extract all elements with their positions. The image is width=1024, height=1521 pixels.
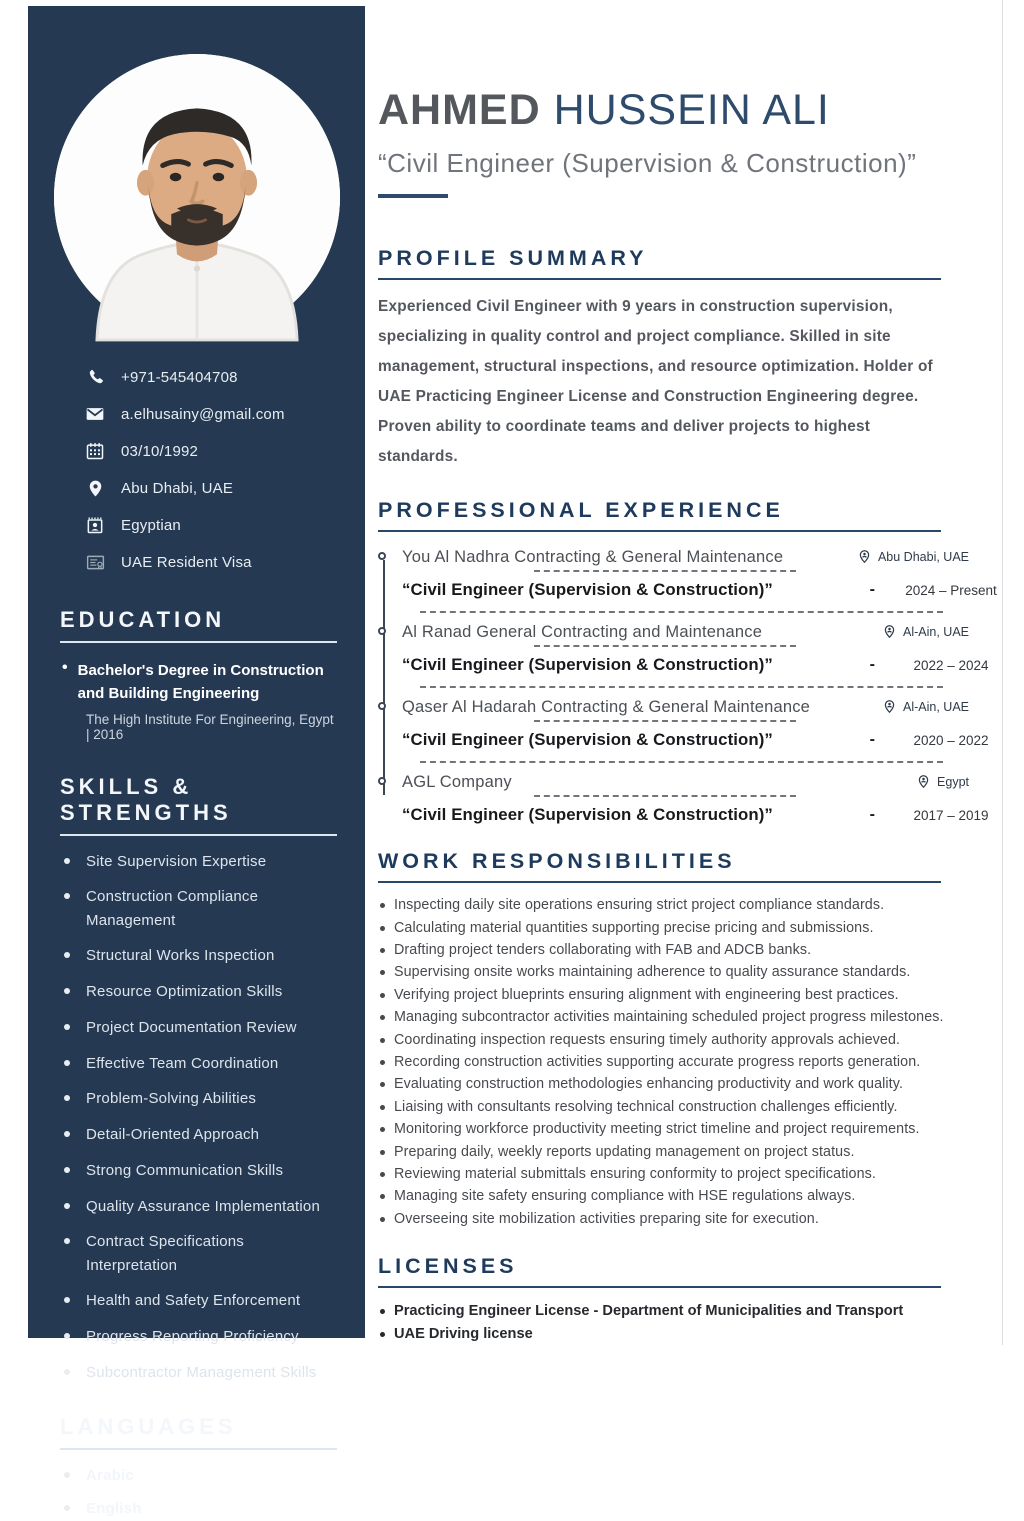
phone-number: +971-545404708	[121, 368, 238, 386]
responsibility-item: Verifying project blueprints ensuring alignment with engineering best practices.	[378, 984, 1003, 1006]
email-icon	[84, 403, 106, 425]
profile-photo	[54, 54, 340, 340]
skill-item: Resource Optimization Skills	[60, 980, 337, 1003]
skill-item: Site Supervision Expertise	[60, 850, 337, 873]
responsibilities-section	[378, 849, 1003, 1230]
job-entry	[378, 548, 1003, 613]
job-dates: 2017 – 2019	[913, 807, 989, 823]
timeline-dot-icon	[378, 777, 386, 785]
skills-list	[60, 850, 337, 1385]
skill-item: Progress Reporting Proficiency	[60, 1325, 337, 1348]
experience-timeline	[378, 548, 1003, 825]
nationality-text: Egyptian	[121, 516, 181, 534]
skill-item: Structural Works Inspection	[60, 944, 337, 967]
contact-location	[84, 477, 355, 499]
responsibilities-heading: WORK RESPONSIBILITIES	[378, 849, 941, 883]
job-dates: 2020 – 2022	[913, 732, 989, 748]
job-entry	[378, 623, 1003, 688]
skill-item: Construction Compliance Management	[60, 885, 337, 932]
job-location	[882, 624, 1003, 639]
skill-item: Subcontractor Management Skills	[60, 1361, 337, 1384]
job-location	[882, 699, 1003, 714]
person-pin-icon	[882, 699, 897, 714]
location-label: Al-Ain, UAE	[903, 699, 969, 714]
dashed-underline	[534, 570, 796, 572]
visa-document-icon	[84, 551, 106, 573]
title-date-dash: -	[869, 806, 875, 824]
skills-section	[28, 774, 365, 1385]
email-address: a.elhusainy@gmail.com	[121, 405, 285, 423]
first-name: AHMED	[378, 86, 541, 134]
bullet-dot: •	[62, 659, 68, 676]
responsibility-item: Supervising onsite works maintaining adherence to quality assurance standards.	[378, 961, 1003, 983]
responsibility-item: Overseeing site mobilization activities preparing site for execution.	[378, 1208, 1003, 1230]
licenses-list	[378, 1300, 1003, 1346]
skill-item: Effective Team Coordination	[60, 1052, 337, 1075]
responsibility-item: Coordinating inspection requests ensuring timely authority approvals achieved.	[378, 1029, 1003, 1051]
responsibility-item: Monitoring workforce productivity meeting strict timeline and project requirements.	[378, 1118, 1003, 1140]
job-entry	[378, 773, 1003, 825]
responsibility-item: Liaising with consultants resolving technical construction challenges efficiently.	[378, 1096, 1003, 1118]
education-section	[28, 607, 365, 742]
profile-summary-heading: PROFILE SUMMARY	[378, 246, 941, 280]
dashed-underline	[534, 720, 796, 722]
institute-line: The High Institute For Engineering, Egypt | 2016	[86, 711, 334, 742]
last-names: HUSSEIN ALI	[540, 86, 830, 134]
location-label: Abu Dhabi, UAE	[877, 549, 969, 564]
license-item: UAE Driving license	[378, 1323, 1003, 1346]
languages-section	[28, 1414, 365, 1521]
page-edge-line	[1002, 0, 1003, 1345]
responsibility-item: Inspecting daily site operations ensuring strict project compliance standards.	[378, 894, 1003, 916]
location-label: Egypt	[937, 774, 969, 789]
company-name: Al Ranad General Contracting and Maintenance	[402, 623, 763, 642]
contact-birthdate	[84, 440, 355, 462]
degree-title: Bachelor's Degree in Construction and Building Engineering	[77, 662, 324, 703]
responsibilities-list	[378, 894, 1003, 1230]
calendar-icon	[84, 440, 106, 462]
experience-section	[378, 498, 1003, 825]
timeline-dot-icon	[378, 627, 386, 635]
job-title: “Civil Engineer (Supervision & Construction)”	[402, 730, 773, 750]
responsibility-item: Recording construction activities supporting accurate progress reports generation.	[378, 1051, 1003, 1073]
timeline-dot-icon	[378, 702, 386, 710]
job-dates: 2022 – 2024	[913, 657, 989, 673]
profile-summary-text: Experienced Civil Engineer with 9 years in construction supervision, specializing in quality control and project compliance. Skilled in site management, structural inspections, and resource optimization. Holder of UAE Practicing Engineer License and Construction Engineering degree. Proven ability to coordinate teams and deliver projects to highest standards.	[378, 298, 933, 466]
experience-heading: PROFESSIONAL EXPERIENCE	[378, 498, 941, 532]
license-item: Practicing Engineer License - Department of Municipalities and Transport	[378, 1300, 1003, 1323]
skill-item: Health and Safety Enforcement	[60, 1289, 337, 1312]
job-entry	[378, 698, 1003, 763]
responsibility-item: Drafting project tenders collaborating with FAB and ADCB banks.	[378, 939, 1003, 961]
profile-summary-section	[378, 246, 1003, 472]
contact-nationality	[84, 514, 355, 536]
responsibility-item: Evaluating construction methodologies enhancing productivity and work quality.	[378, 1073, 1003, 1095]
responsibility-item: Managing subcontractor activities maintaining scheduled project progress milestones.	[378, 1006, 1003, 1028]
accent-underline	[378, 194, 448, 198]
contact-email	[84, 403, 355, 425]
skills-heading: SKILLS & STRENGTHS	[60, 774, 337, 836]
phone-icon	[84, 366, 106, 388]
title-date-dash: -	[869, 656, 875, 674]
header	[378, 88, 1003, 198]
avatar-illustration	[54, 54, 340, 340]
entry-separator	[420, 611, 943, 613]
sidebar	[28, 6, 365, 1518]
job-title: “Civil Engineer (Supervision & Construction)”	[402, 655, 773, 675]
responsibility-item: Managing site safety ensuring compliance with HSE regulations always.	[378, 1185, 1003, 1207]
company-name: Qaser Al Hadarah Contracting & General Maintenance	[402, 698, 811, 717]
licenses-section	[378, 1254, 1003, 1346]
title-date-dash: -	[869, 731, 875, 749]
company-name: You Al Nadhra Contracting & General Maintenance	[402, 548, 784, 567]
job-location	[857, 549, 1003, 564]
dashed-underline	[534, 645, 796, 647]
person-pin-icon	[916, 774, 931, 789]
visa-text: UAE Resident Visa	[121, 553, 252, 571]
education-heading: EDUCATION	[60, 607, 337, 643]
skill-item: Project Documentation Review	[60, 1016, 337, 1039]
responsibility-item: Calculating material quantities supporting precise pricing and submissions.	[378, 917, 1003, 939]
skill-item: Strong Communication Skills	[60, 1159, 337, 1182]
job-title-subtitle: “Civil Engineer (Supervision & Construction)”	[378, 148, 917, 179]
skill-item: Problem-Solving Abilities	[60, 1087, 337, 1110]
birth-date: 03/10/1992	[121, 442, 199, 460]
person-pin-icon	[857, 549, 872, 564]
education-item	[60, 659, 337, 706]
contact-list	[28, 366, 365, 573]
entry-separator	[420, 761, 943, 763]
job-title: “Civil Engineer (Supervision & Construction)”	[402, 805, 773, 825]
contact-visa	[84, 551, 355, 573]
skill-item: Detail-Oriented Approach	[60, 1123, 337, 1146]
licenses-heading: LICENSES	[378, 1254, 941, 1288]
location-label: Al-Ain, UAE	[903, 624, 969, 639]
person-pin-icon	[882, 624, 897, 639]
entry-separator	[420, 686, 943, 688]
language-item: Arabic	[60, 1464, 337, 1487]
timeline-dot-icon	[378, 552, 386, 560]
job-dates: 2024 – Present	[905, 582, 997, 598]
languages-list	[60, 1464, 337, 1521]
dashed-underline	[534, 795, 796, 797]
responsibility-item: Preparing daily, weekly reports updating management on project status.	[378, 1141, 1003, 1163]
skill-item: Quality Assurance Implementation	[60, 1195, 337, 1218]
job-title: “Civil Engineer (Supervision & Construction)”	[402, 580, 773, 600]
company-name: AGL Company	[402, 773, 512, 792]
candidate-name	[378, 88, 1003, 133]
location-pin-icon	[84, 477, 106, 499]
location-text: Abu Dhabi, UAE	[121, 479, 234, 497]
languages-heading: LANGUAGES	[60, 1414, 337, 1450]
title-date-dash: -	[869, 581, 875, 599]
main-column	[378, 0, 1003, 1346]
job-location	[916, 774, 1003, 789]
language-item: English	[60, 1497, 337, 1520]
responsibility-item: Reviewing material submittals ensuring conformity to project specifications.	[378, 1163, 1003, 1185]
id-card-icon	[84, 514, 106, 536]
contact-phone	[84, 366, 355, 388]
skill-item: Contract Specifications Interpretation	[60, 1230, 337, 1277]
